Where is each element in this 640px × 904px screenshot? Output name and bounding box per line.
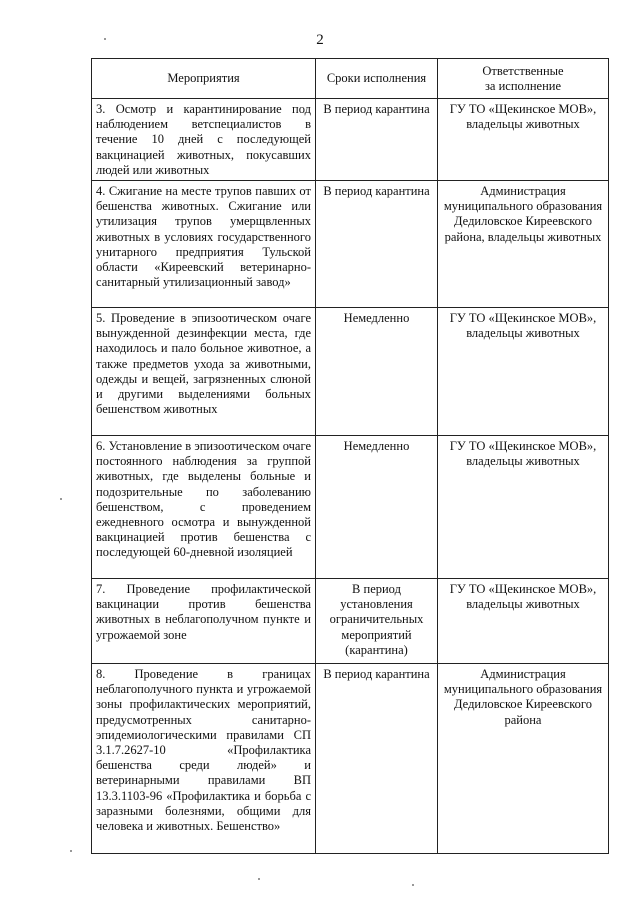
measure-cell: 5. Проведение в эпизоотическом очаге вынужденной дезинфекции места, где находилось и пало больное животное, а также предметов ухода за животными, одежды и вещей, загрязненных слюной и другими выделениями больных бешенством животных xyxy=(92,308,316,436)
deadline-cell: В период карантина xyxy=(316,181,438,308)
page-number: 2 xyxy=(316,32,324,48)
scan-speck xyxy=(258,878,260,880)
measure-cell: 6. Установление в эпизоотическом очаге постоянного наблюдения за группой животных, где выделены больные и подозрительные по заболеванию бешенством, с проведением ежедневного осмотра и вынужденной вакцинацией против бешенства с последующей 60-дневной изоляцией xyxy=(92,436,316,579)
scan-speck xyxy=(104,38,106,40)
measure-cell: 4. Сжигание на месте трупов павших от бешенства животных. Сжигание или утилизация трупов умерщвленных животных в условиях государственного унитарного предприятия Тульской области «Киреевский ветеринарно-санитарный утилизационный завод» xyxy=(92,181,316,308)
table-row xyxy=(92,181,609,308)
responsible-cell: Администрация муниципального образования Дедиловское Киреевского района, владельцы животных xyxy=(438,181,609,308)
deadline-cell: В период карантина xyxy=(316,664,438,854)
deadline-cell: В период карантина xyxy=(316,99,438,181)
table-row xyxy=(92,436,609,579)
header-responsible-line1: Ответственные xyxy=(482,63,564,78)
scan-speck xyxy=(412,884,414,886)
responsible-cell: ГУ ТО «Щекинское МОВ», владельцы животных xyxy=(438,308,609,436)
responsible-cell: ГУ ТО «Щекинское МОВ», владельцы животных xyxy=(438,579,609,664)
header-deadline: Сроки исполнения xyxy=(316,59,438,99)
header-measures: Мероприятия xyxy=(92,59,316,99)
measure-cell: 7. Проведение профилактической вакцинации против бешенства животных в неблагополучном пункте и угрожаемой зоне xyxy=(92,579,316,664)
scan-speck xyxy=(70,850,72,852)
deadline-cell: В период установления ограничительных мероприятий (карантина) xyxy=(316,579,438,664)
header-responsible xyxy=(438,59,609,99)
table-header-row xyxy=(92,59,609,99)
responsible-cell: ГУ ТО «Щекинское МОВ», владельцы животных xyxy=(438,99,609,181)
deadline-cell: Немедленно xyxy=(316,308,438,436)
measures-table xyxy=(91,58,609,854)
responsible-cell: ГУ ТО «Щекинское МОВ», владельцы животных xyxy=(438,436,609,579)
measure-cell: 8. Проведение в границах неблагополучного пункта и угрожаемой зоны профилактических мероприятий, предусмотренных санитарно-эпидемиологическими правилами СП 3.1.7.2627-10 «Профилактика бешенства среди людей» и ветеринарными правилами ВП 13.3.1103-96 «Профилактика и борьба с заразными болезнями, общими для человека и животных. Бешенство» xyxy=(92,664,316,854)
table-row xyxy=(92,99,609,181)
table-row xyxy=(92,579,609,664)
deadline-cell: Немедленно xyxy=(316,436,438,579)
header-responsible-line2: за исполнение xyxy=(484,79,562,93)
table-row xyxy=(92,664,609,854)
measure-cell: 3. Осмотр и карантинирование под наблюдением ветспециалистов в течение 10 дней с последующей вакцинацией животных, покусавших людей или животных xyxy=(92,99,316,181)
table-row xyxy=(92,308,609,436)
responsible-cell: Администрация муниципального образования Дедиловское Киреевского района xyxy=(438,664,609,854)
scan-speck xyxy=(60,498,62,500)
